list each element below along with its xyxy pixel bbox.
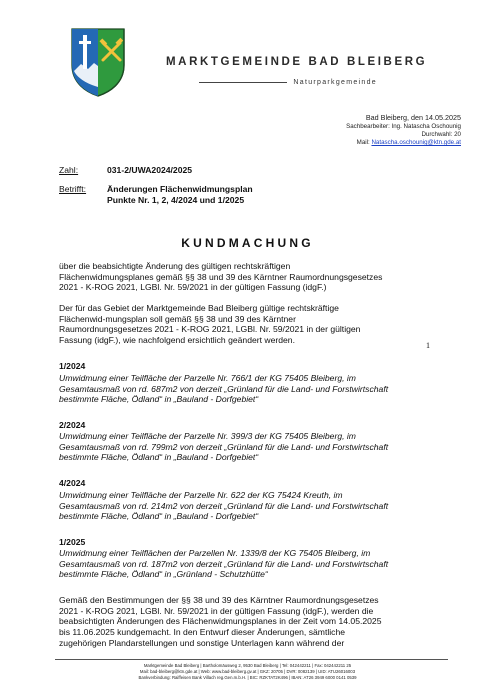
- subject-row: [59, 184, 253, 205]
- intro-p1-line-2: Flächenwidmungsplanes gemäß §§ 38 und 39 des Kärntner Raumordnungsgesetzes: [59, 271, 383, 282]
- item-code: 4/2024: [59, 478, 86, 488]
- notice-heading: KUNDMACHUNG: [181, 236, 314, 250]
- item-description: [59, 373, 449, 405]
- date-line: Bad Bleiberg, den 14.05.2025: [365, 113, 461, 122]
- reference-number-label: Zahl:: [59, 165, 79, 175]
- item-code: 1/2025: [59, 537, 86, 547]
- closing-line-4: bis 11.06.2025 kundgemacht. In den Entwurf dieser Änderungen, sämtliche: [59, 627, 346, 638]
- item-line: Umwidmung einer Teilfläche der Parzelle Nr. 399/3 der KG 75405 Bleiberg, im: [59, 431, 356, 441]
- intro-p1-line-1: über die beabsichtigte Änderung des gültigen rechtskräftigen: [59, 261, 291, 271]
- item-description: [59, 548, 449, 580]
- intro-paragraph-2: [59, 303, 439, 346]
- item-code: 2/2024: [59, 420, 86, 430]
- footer-line-3: Bankverbindung: Raiffeisen Bank Villach reg.Gen.m.b.H. | BIC: RZKTAT2K496 | IBAN: AT26 3949 6000 0141 0539: [138, 675, 357, 680]
- item-description: [59, 490, 449, 522]
- closing-line-3: beabsichtigten Änderungen des Flächenwidmungsplanes in der Zeit vom 14.05.2025: [59, 616, 382, 627]
- municipality-title: MARKTGEMEINDE BAD BLEIBERG: [166, 56, 428, 68]
- subject-value: [107, 184, 253, 205]
- intro-p2-line-4: Fassung (idgF.), wie nachfolgend ersichtlich geändert werden.: [59, 335, 295, 346]
- footer-line-1: Marktgemeinde Bad Bleiberg | Bartholomäusweg 2, 9530 Bad Bleiberg | Tel: 042442211 | Fax: 042442211 25: [143, 663, 352, 668]
- closing-line-5: zugehörigen Plandarstellungen und sonstige Unterlagen kann während der: [59, 637, 345, 648]
- officer-line: Sachbearbeiter: Ing. Natascha Oschounig: [346, 122, 461, 130]
- item-line: bestimmte Fläche, Ödland“ in „Grünland - Schutzhütte“: [59, 569, 268, 580]
- intro-p2-line-1: Der für das Gebiet der Marktgemeinde Bad Bleiberg gültige rechtskräftige: [59, 303, 339, 313]
- intro-p2-line-2: Flächenwid-mungsplan soll gemäß §§ 38 und 39 des Kärntner: [59, 313, 296, 324]
- closing-line-1: Gemäß den Bestimmungen der §§ 38 und 39 des Kärntner Raumordnungsgesetzes: [59, 595, 379, 605]
- mail-line: [346, 139, 461, 147]
- page-number: 1: [426, 341, 430, 350]
- subject-line-2: Punkte Nr. 1, 2, 4/2024 und 1/2025: [107, 194, 245, 205]
- mail-label: Mail:: [356, 139, 372, 147]
- footer-line-2: Mail: bad-bleiberg@ktn.gde.at | Web: www.bad-bleiberg.gv.at | GKZ: 20705 | DVR: 0082139 | UID: ATU26016003: [139, 669, 356, 674]
- subject-label: Betrifft:: [59, 184, 87, 194]
- item-line: Umwidmung einer Teilfläche der Parzelle Nr. 766/1 der KG 75405 Bleiberg, im: [59, 373, 356, 383]
- item-line: Gesamtausmaß von rd. 799m2 von derzeit „Grünland für die Land- und Forstwirtschaft: [59, 441, 389, 452]
- coat-of-arms-icon: [70, 27, 126, 97]
- item-code: 1/2024: [59, 361, 86, 371]
- subtitle-text: Naturparkgemeinde: [293, 79, 377, 86]
- item-line: Umwidmung einer Teilfläche der Parzelle Nr. 622 der KG 75424 Kreuth, im: [59, 490, 343, 500]
- item-description: [59, 431, 449, 463]
- closing-paragraph: [59, 595, 444, 649]
- closing-line-2: 2021 - K-ROG 2021, LGBl. Nr. 59/2021 in der gültigen Fassung (idgF.), werden die: [59, 605, 374, 616]
- item-line: Umwidmung einer Teilflächen der Parzellen Nr. 1339/8 der KG 75405 Bleiberg, im: [59, 548, 371, 558]
- item-line: Gesamtausmaß von rd. 187m2 von derzeit „Grünland für die Land- und Forstwirtschaft: [59, 558, 389, 569]
- intro-paragraph-1: [59, 261, 439, 293]
- subject-line-1: Änderungen Flächenwidmungsplan: [107, 184, 253, 194]
- item-line: bestimmte Fläche, Ödland“ in „Bauland - Dorfgebiet“: [59, 394, 259, 405]
- sender-block: [346, 113, 461, 148]
- municipality-subtitle: [199, 79, 377, 86]
- intro-p1-line-3: 2021 - K-ROG 2021, LGBl. Nr. 59/2021 in der gültigen Fassung (idgF.): [59, 282, 327, 293]
- item-line: Gesamtausmaß von rd. 214m2 von derzeit „Grünland für die Land- und Forstwirtschaft: [59, 500, 389, 511]
- item-line: bestimmte Fläche, Ödland“ in „Bauland - Dorfgebiet“: [59, 511, 259, 522]
- reference-number-row: [59, 165, 192, 176]
- footer-divider: [55, 659, 448, 660]
- intro-p2-line-3: Raumordnungsgesetzes 2021 - K-ROG 2021, LGBl. Nr. 59/2021 in der gültigen: [59, 324, 361, 335]
- item-line: bestimmte Fläche, Ödland“ in „Bauland - Dorfgebiet“: [59, 452, 259, 463]
- mail-link[interactable]: Natascha.oschounig@ktn.gde.at: [371, 139, 461, 147]
- item-line: Gesamtausmaß von rd. 687m2 von derzeit „Grünland für die Land- und Forstwirtschaft: [59, 383, 389, 394]
- extension-line: Durchwahl: 20: [421, 130, 461, 138]
- reference-number-value: 031-2/UWA2024/2025: [107, 165, 193, 175]
- subtitle-rule-left: [199, 82, 287, 83]
